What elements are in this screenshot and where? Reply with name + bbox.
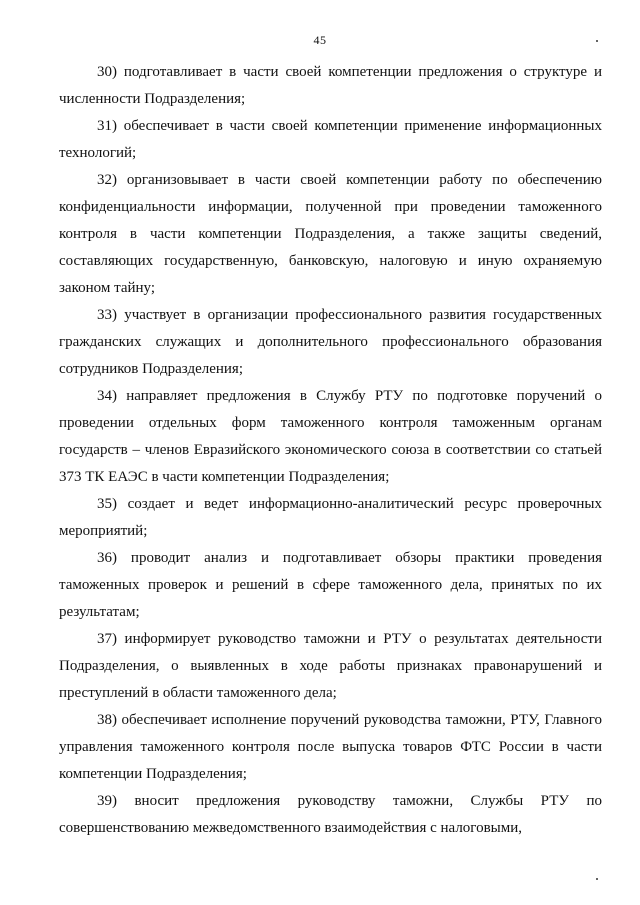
list-item-30: 30) подготавливает в части своей компетенции предложения о структуре и численности Подразделения; <box>59 64 602 107</box>
scan-speck <box>596 878 598 880</box>
list-item-39: 39) вносит предложения руководству таможни, Службы РТУ по совершенствованию межведомственного взаимодействия с налоговыми, <box>59 793 602 836</box>
list-item-31: 31) обеспечивает в части своей компетенции применение информационных технологий; <box>59 118 602 161</box>
page-number: 45 <box>313 33 327 47</box>
list-item-36: 36) проводит анализ и подготавливает обзоры практики проведения таможенных проверок и решений в сфере таможенного дела, принятых по их результатам; <box>59 550 602 620</box>
list-item-37: 37) информирует руководство таможни и РТУ о результатах деятельности Подразделения, о выявленных в ходе работы признаках правонарушений и преступлений в области таможенного дела; <box>59 631 602 701</box>
list-item-35: 35) создает и ведет информационно-аналитический ресурс проверочных мероприятий; <box>59 496 602 539</box>
list-item-34: 34) направляет предложения в Службу РТУ по подготовке поручений о проведении отдельных форм таможенного контроля таможенным органам государств – членов Евразийского экономического союза в соответствии со статьей 373 ТК ЕАЭС в части компетенции Подразделения; <box>59 388 602 485</box>
document-body <box>59 59 602 842</box>
list-item-32: 32) организовывает в части своей компетенции работу по обеспечению конфиденциальности информации, полученной при проведении таможенного контроля в части компетенции Подразделения, а также защиты сведений, составляющих государственную, банковскую, налоговую и иную охраняемую законом тайну; <box>59 172 602 296</box>
list-item-38: 38) обеспечивает исполнение поручений руководства таможни, РТУ, Главного управления таможенного контроля после выпуска товаров ФТС России в части компетенции Подразделения; <box>59 712 602 782</box>
scan-speck <box>596 40 598 42</box>
list-item-33: 33) участвует в организации профессионального развития государственных гражданских служащих и дополнительного профессионального образования сотрудников Подразделения; <box>59 307 602 377</box>
